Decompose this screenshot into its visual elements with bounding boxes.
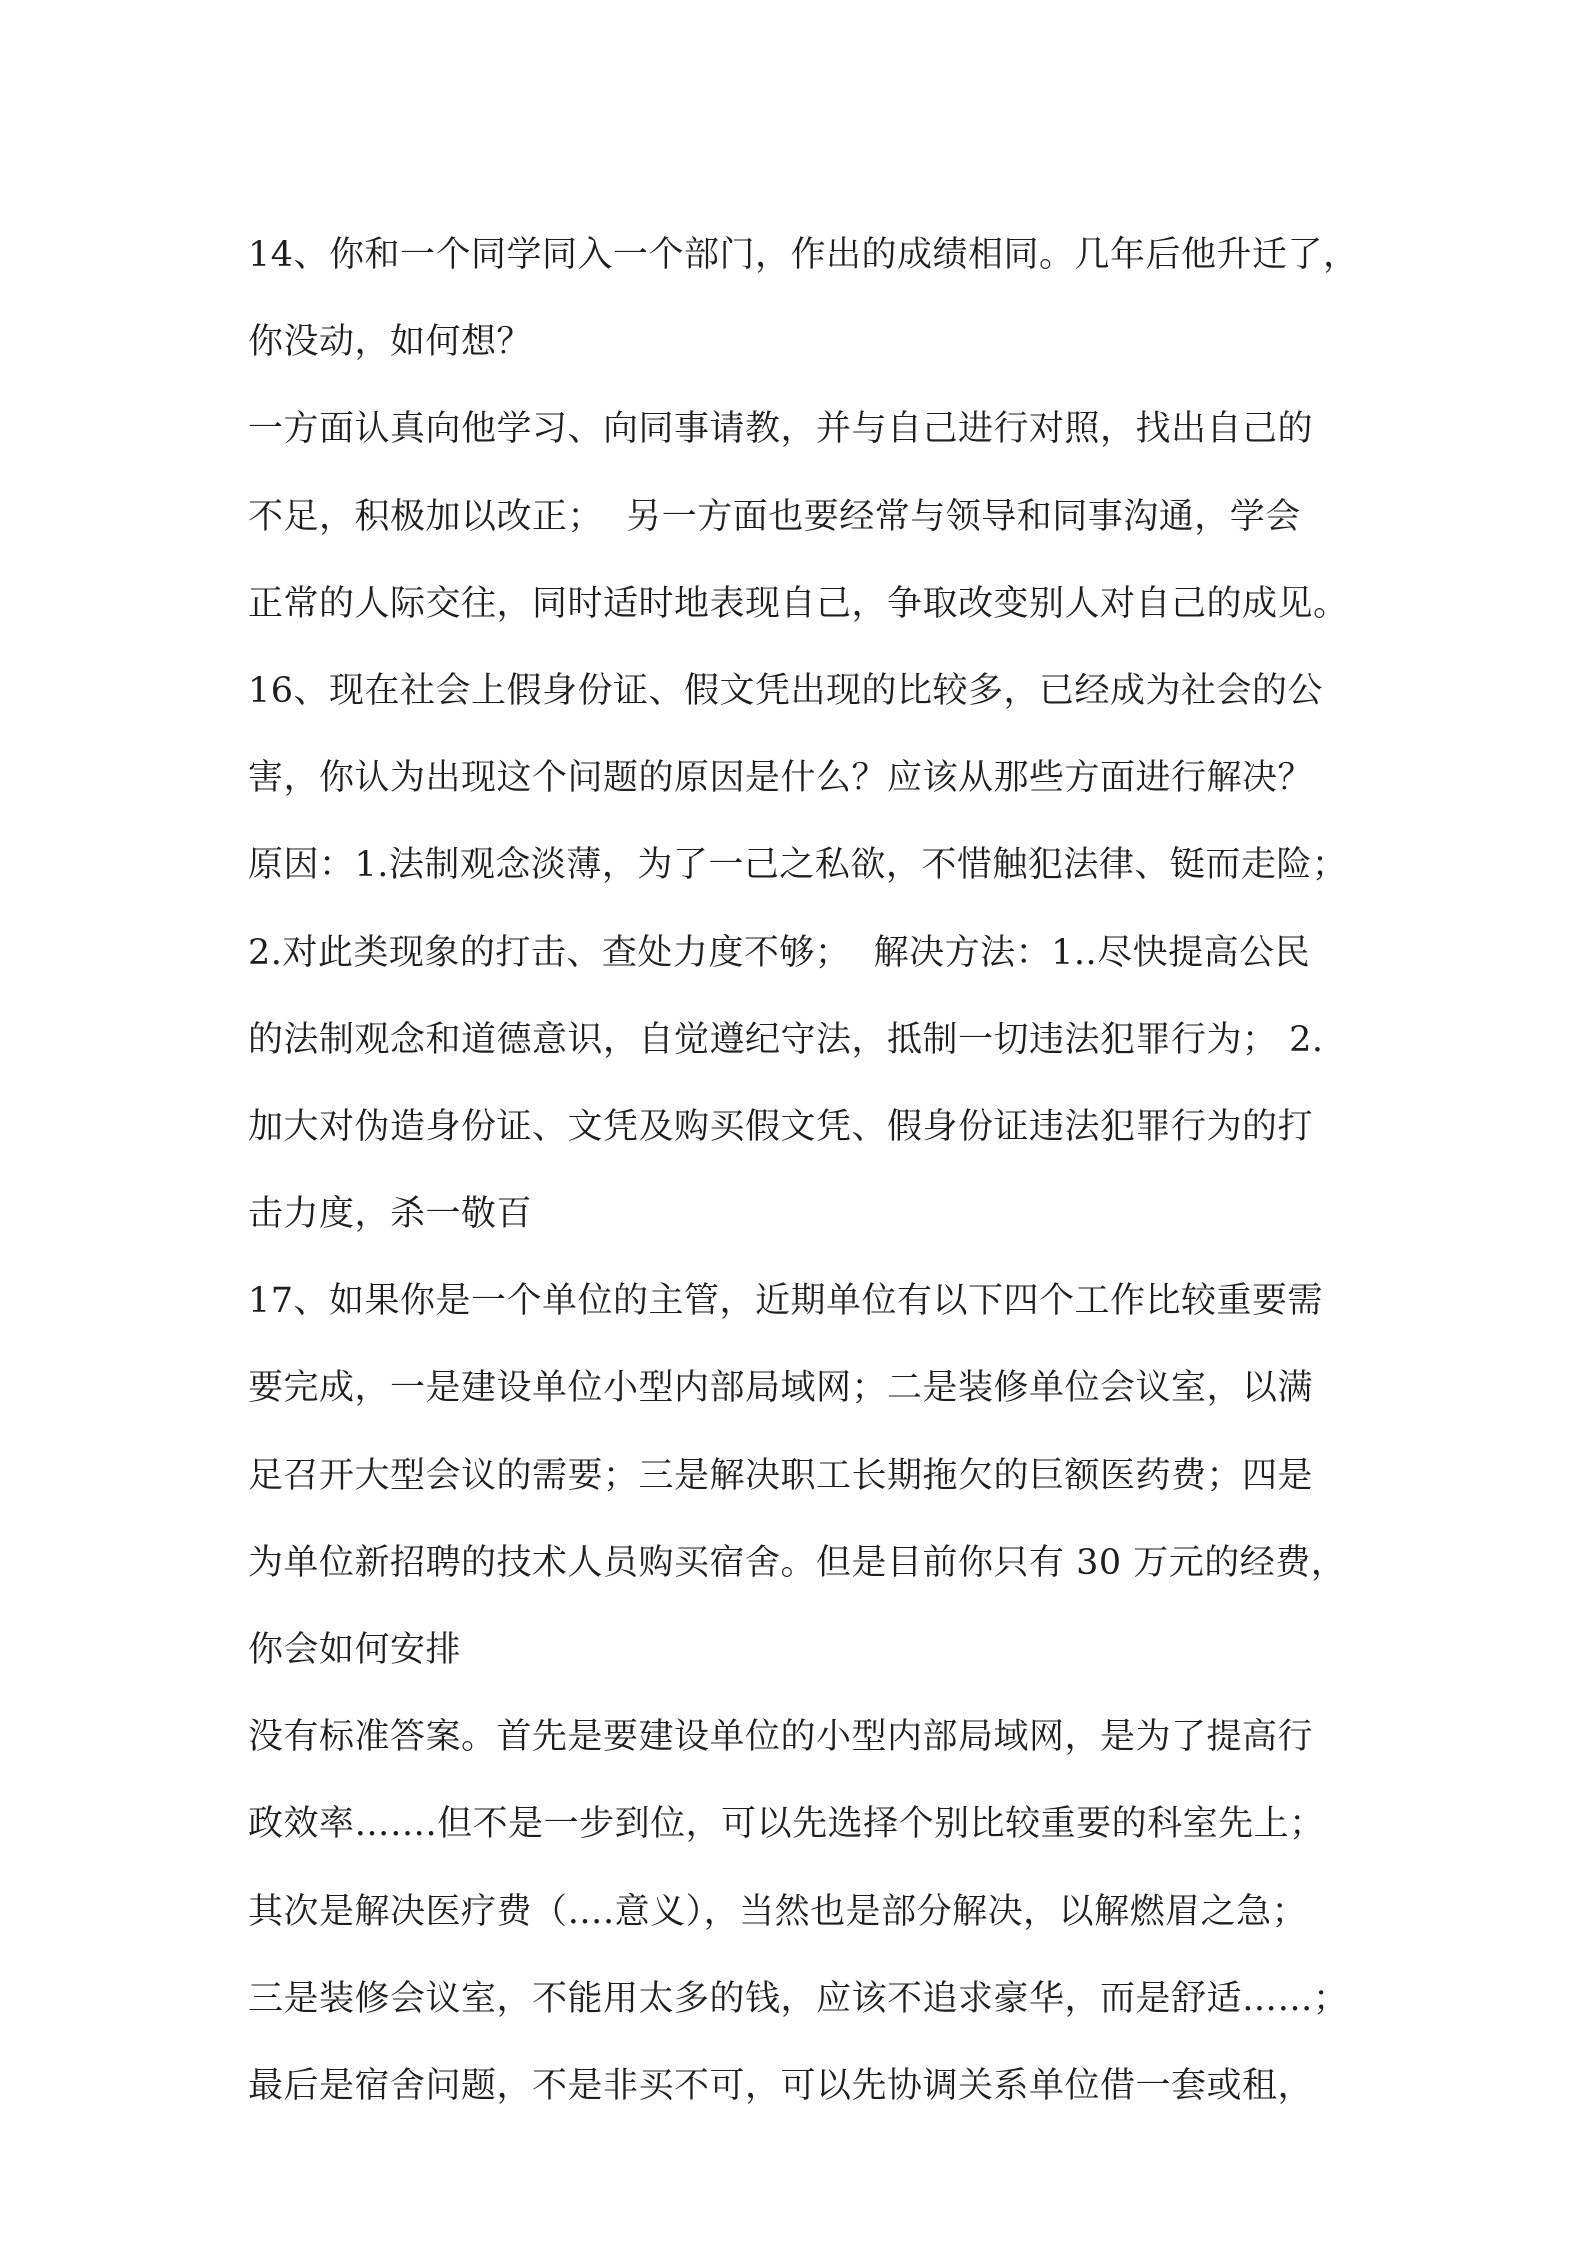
text-line: 正常的人际交往，同时适时地表现自己，争取改变别人对自己的成见。 <box>248 583 1349 624</box>
text-line: 17、如果你是一个单位的主管，近期单位有以下四个工作比较重要需 <box>248 1281 1324 1322</box>
text-line: 2.对此类现象的打击、查处力度不够； 解决方法：1..尽快提高公民 <box>248 932 1311 973</box>
text-line: 为单位新招聘的技术人员购买宿舍。但是目前你只有 30 万元的经费， <box>248 1542 1347 1583</box>
text-line: 政效率…….但不是一步到位，可以先选择个别比较重要的科室先上； <box>248 1804 1325 1845</box>
text-line: 的法制观念和道德意识，自觉遵纪守法，抵制一切违法犯罪行为； 2. <box>248 1019 1324 1060</box>
text-line: 足召开大型会议的需要；三是解决职工长期拖欠的巨额医药费；四是 <box>248 1455 1314 1496</box>
text-line: 三是装修会议室，不能用太多的钱，应该不追求豪华，而是舒适……； <box>248 1978 1349 2019</box>
document-body <box>248 212 1364 2130</box>
text-line: 不足，积极加以改正； 另一方面也要经常与领导和同事沟通，学会 <box>248 496 1301 537</box>
text-line: 要完成，一是建设单位小型内部局域网；二是装修单位会议室，以满 <box>248 1368 1314 1409</box>
text-line: 击力度，杀一敬百 <box>248 1194 533 1235</box>
text-line: 加大对伪造身份证、文凭及购买假文凭、假身份证违法犯罪行为的打 <box>248 1106 1314 1147</box>
text-line: 你没动，如何想？ <box>248 322 533 363</box>
text-line: 没有标准答案。首先是要建设单位的小型内部局域网，是为了提高行 <box>248 1717 1314 1758</box>
text-line: 害，你认为出现这个问题的原因是什么？应该从那些方面进行解决？ <box>248 758 1314 799</box>
text-line: 最后是宿舍问题，不是非买不可，可以先协调关系单位借一套或租， <box>248 2065 1314 2106</box>
text-line: 16、现在社会上假身份证、假文凭出现的比较多，已经成为社会的公 <box>248 670 1324 711</box>
text-line: 一方面认真向他学习、向同事请教，并与自己进行对照，找出自己的 <box>248 409 1314 450</box>
text-line: 14、你和一个同学同入一个部门，作出的成绩相同。几年后他升迁了， <box>248 235 1359 275</box>
text-line: 原因：1.法制观念淡薄，为了一己之私欲，不惜触犯法律、铤而走险； <box>248 845 1348 886</box>
text-line: 其次是解决医疗费（….意义），当然也是部分解决，以解燃眉之急； <box>248 1891 1308 1932</box>
text-line: 你会如何安排 <box>248 1630 462 1670</box>
